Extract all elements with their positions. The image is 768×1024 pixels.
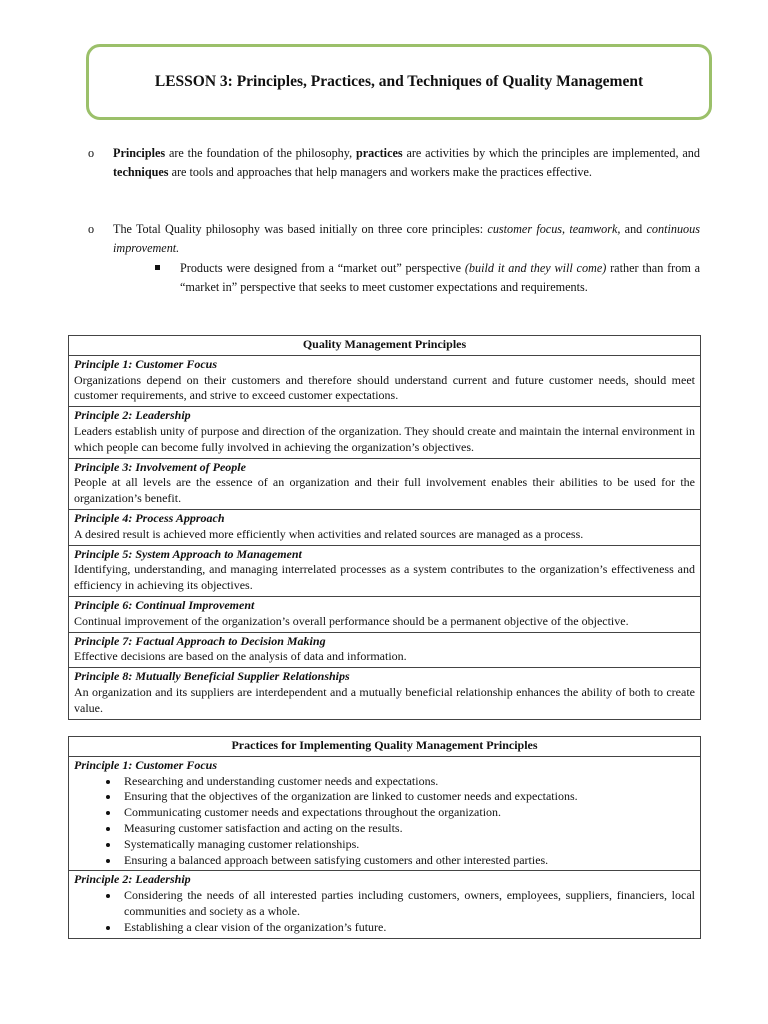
principle-name: Principle 4: Process Approach (74, 510, 225, 525)
lesson-title: LESSON 3: Principles, Practices, and Techniques of Quality Management (154, 73, 644, 90)
principle-name: Principle 2: Leadership (74, 872, 191, 887)
list-item: • Systematically managing customer relationships. (120, 837, 695, 853)
table-row (69, 632, 701, 668)
list-item: • Ensuring a balanced approach between satisfying customers and other interested parties. (120, 853, 695, 869)
principle-name: Principle 6: Continual Improvement (74, 597, 255, 612)
principle-name: Principle 1: Customer Focus (74, 757, 218, 772)
principle-name: Principle 3: Involvement of People (74, 459, 246, 474)
principle-description: Organizations depend on their customers and therefore should understand current and future customer needs, should meet customer requirements, and strive to exceed customer expectations. (74, 372, 695, 403)
intro-paragraph-1: o Principles are the foundation of the philosophy, practices are activities by which the principles are implemented, and techniques are tools and approaches that help managers and workers make the practices effective. (88, 146, 700, 179)
bullet-marker: o (88, 146, 95, 160)
principle-description: Identifying, understanding, and managing interrelated processes as a system contributes to the organization’s effectiveness and efficiency in achieving its objectives. (74, 562, 695, 593)
practices-table (68, 736, 701, 939)
principle-description: An organization and its suppliers are interdependent and a mutually beneficial relationship enhances the ability of both to create value. (74, 684, 695, 715)
list-item: • Measuring customer satisfaction and acting on the results. (120, 821, 695, 837)
practice-list (74, 774, 695, 869)
principle-description: People at all levels are the essence of an organization and their full involvement enables their abilities to be used for the organization’s benefit. (74, 475, 695, 506)
list-item: • Establishing a clear vision of the organization’s future. (120, 920, 695, 936)
table-row (69, 596, 701, 632)
principle-description: Leaders establish unity of purpose and direction of the organization. They should create and maintain the internal environment in which people can become fully involved in achieving the organization’s objectives. (74, 423, 695, 454)
practice-list (74, 888, 695, 935)
list-item: • Researching and understanding customer needs and expectations. (120, 774, 695, 790)
principle-description: Continual improvement of the organization’s overall performance should be a permanent objective of the objective. (74, 613, 629, 628)
list-item: • Communicating customer needs and expectations throughout the organization. (120, 805, 695, 821)
intro-sub-bullet: Products were designed from a “market out” perspective (build it and they will come) rather than from a “market in” perspective that seeks to meet customer expectations and requirements. (155, 259, 700, 297)
square-bullet-icon (155, 265, 160, 270)
table-row (69, 355, 701, 406)
table-row (69, 668, 701, 719)
principle-name: Principle 2: Leadership (74, 408, 191, 423)
table-row (69, 756, 701, 871)
principle-name: Principle 1: Customer Focus (74, 356, 218, 371)
table-row (69, 871, 701, 938)
table-row (69, 545, 701, 596)
principle-name: Principle 8: Mutually Beneficial Supplier Relationships (74, 669, 350, 684)
practices-table-header: Practices for Implementing Quality Management Principles (69, 737, 701, 757)
table-row (69, 509, 701, 545)
intro-paragraph-2: o The Total Quality philosophy was based initially on three core principles: customer focus, teamwork, and continuous improvement. (88, 222, 700, 255)
lesson-title-box (86, 44, 712, 120)
list-item: • Ensuring that the objectives of the organization are linked to customer needs and expectations. (120, 789, 695, 805)
principles-table (68, 335, 701, 720)
list-item: • Considering the needs of all interested parties including customers, owners, employees, suppliers, financiers, local communities and society as a whole. (120, 888, 695, 920)
principle-description: A desired result is achieved more efficiently when activities and related sources are managed as a process. (74, 526, 584, 541)
principle-description: Effective decisions are based on the analysis of data and information. (74, 649, 407, 664)
table-row (69, 458, 701, 509)
table-row (69, 407, 701, 458)
principle-name: Principle 7: Factual Approach to Decision Making (74, 633, 326, 648)
principle-name: Principle 5: System Approach to Management (74, 546, 302, 561)
bullet-marker: o (88, 222, 95, 236)
principles-table-header: Quality Management Principles (69, 336, 701, 356)
